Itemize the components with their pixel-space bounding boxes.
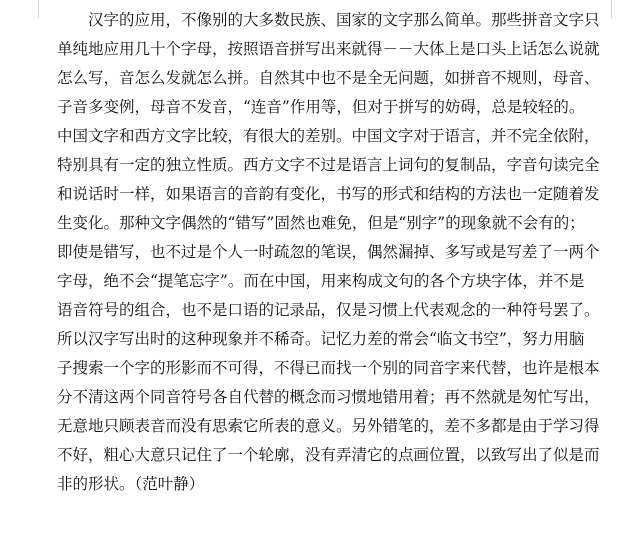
text-line: 不好，粗心大意只记住了一个轮廓，没有弄清它的点画位置，以致写出了似是而 [57,446,600,464]
text-line: 所以汉字写出时的这种现象并不稀奇。记忆力差的常会“临文书空”，努力用脑 [57,330,585,348]
text-line: 单纯地应用几十个字母，按照语音拼写出来就得－－大体上是口头上话怎么说就 [57,40,600,58]
text-line: 怎么写，音怎么发就怎么拼。自然其中也不是全无问题，如拼音不规则，母音、 [57,69,600,87]
text-line: 字母，绝不会“提笔忘字”。而在中国，用来构成文句的各个方块字体，并不是 [57,272,585,290]
text-line: 中国文字和西方文字比较，有很大的差别。中国文字对于语言，并不完全依附， [57,127,600,145]
page-margin-marker-left [38,0,39,18]
text-line: 语音符号的组合，也不是口语的记录品，仅是习惯上代表观念的一种符号罢了。 [57,301,600,319]
text-line: 无意地只顾表音而没有思索它所表的意义。另外错笔的，差不多都是由于学习得 [57,417,600,435]
text-line: 子搜索一个字的形影而不可得，不得已而找一个别的同音字来代替，也许是根本 [57,359,600,377]
text-line: 子音多变例，母音不发音，“连音”作用等，但对于拼写的妨碍，总是较轻的。 [57,98,585,116]
paragraph [57,6,617,499]
text-line: 即使是错写，也不过是个人一时疏忽的笔误，偶然漏掉、多写或是写差了一两个 [57,243,600,261]
text-line: 特别具有一定的独立性质。西方文字不过是语言上词句的复制品，字音句读完全 [57,156,600,174]
text-line-author: 非的形状。（范叶静） [57,475,205,493]
text-line: 分不清这两个同音符号各自代替的概念而习惯地错用着；再不然就是匆忙写出， [57,388,600,406]
text-line: 汉字的应用，不像别的大多数民族、国家的文字那么简单。那些拼音文字只 [88,11,600,29]
text-line: 和说话时一样，如果语言的音韵有变化，书写的形式和结构的方法也一定随着发 [57,185,600,203]
text-line: 生变化。那种文字偶然的“错写”固然也难免，但是“别字”的现象就不会有的； [57,214,585,232]
